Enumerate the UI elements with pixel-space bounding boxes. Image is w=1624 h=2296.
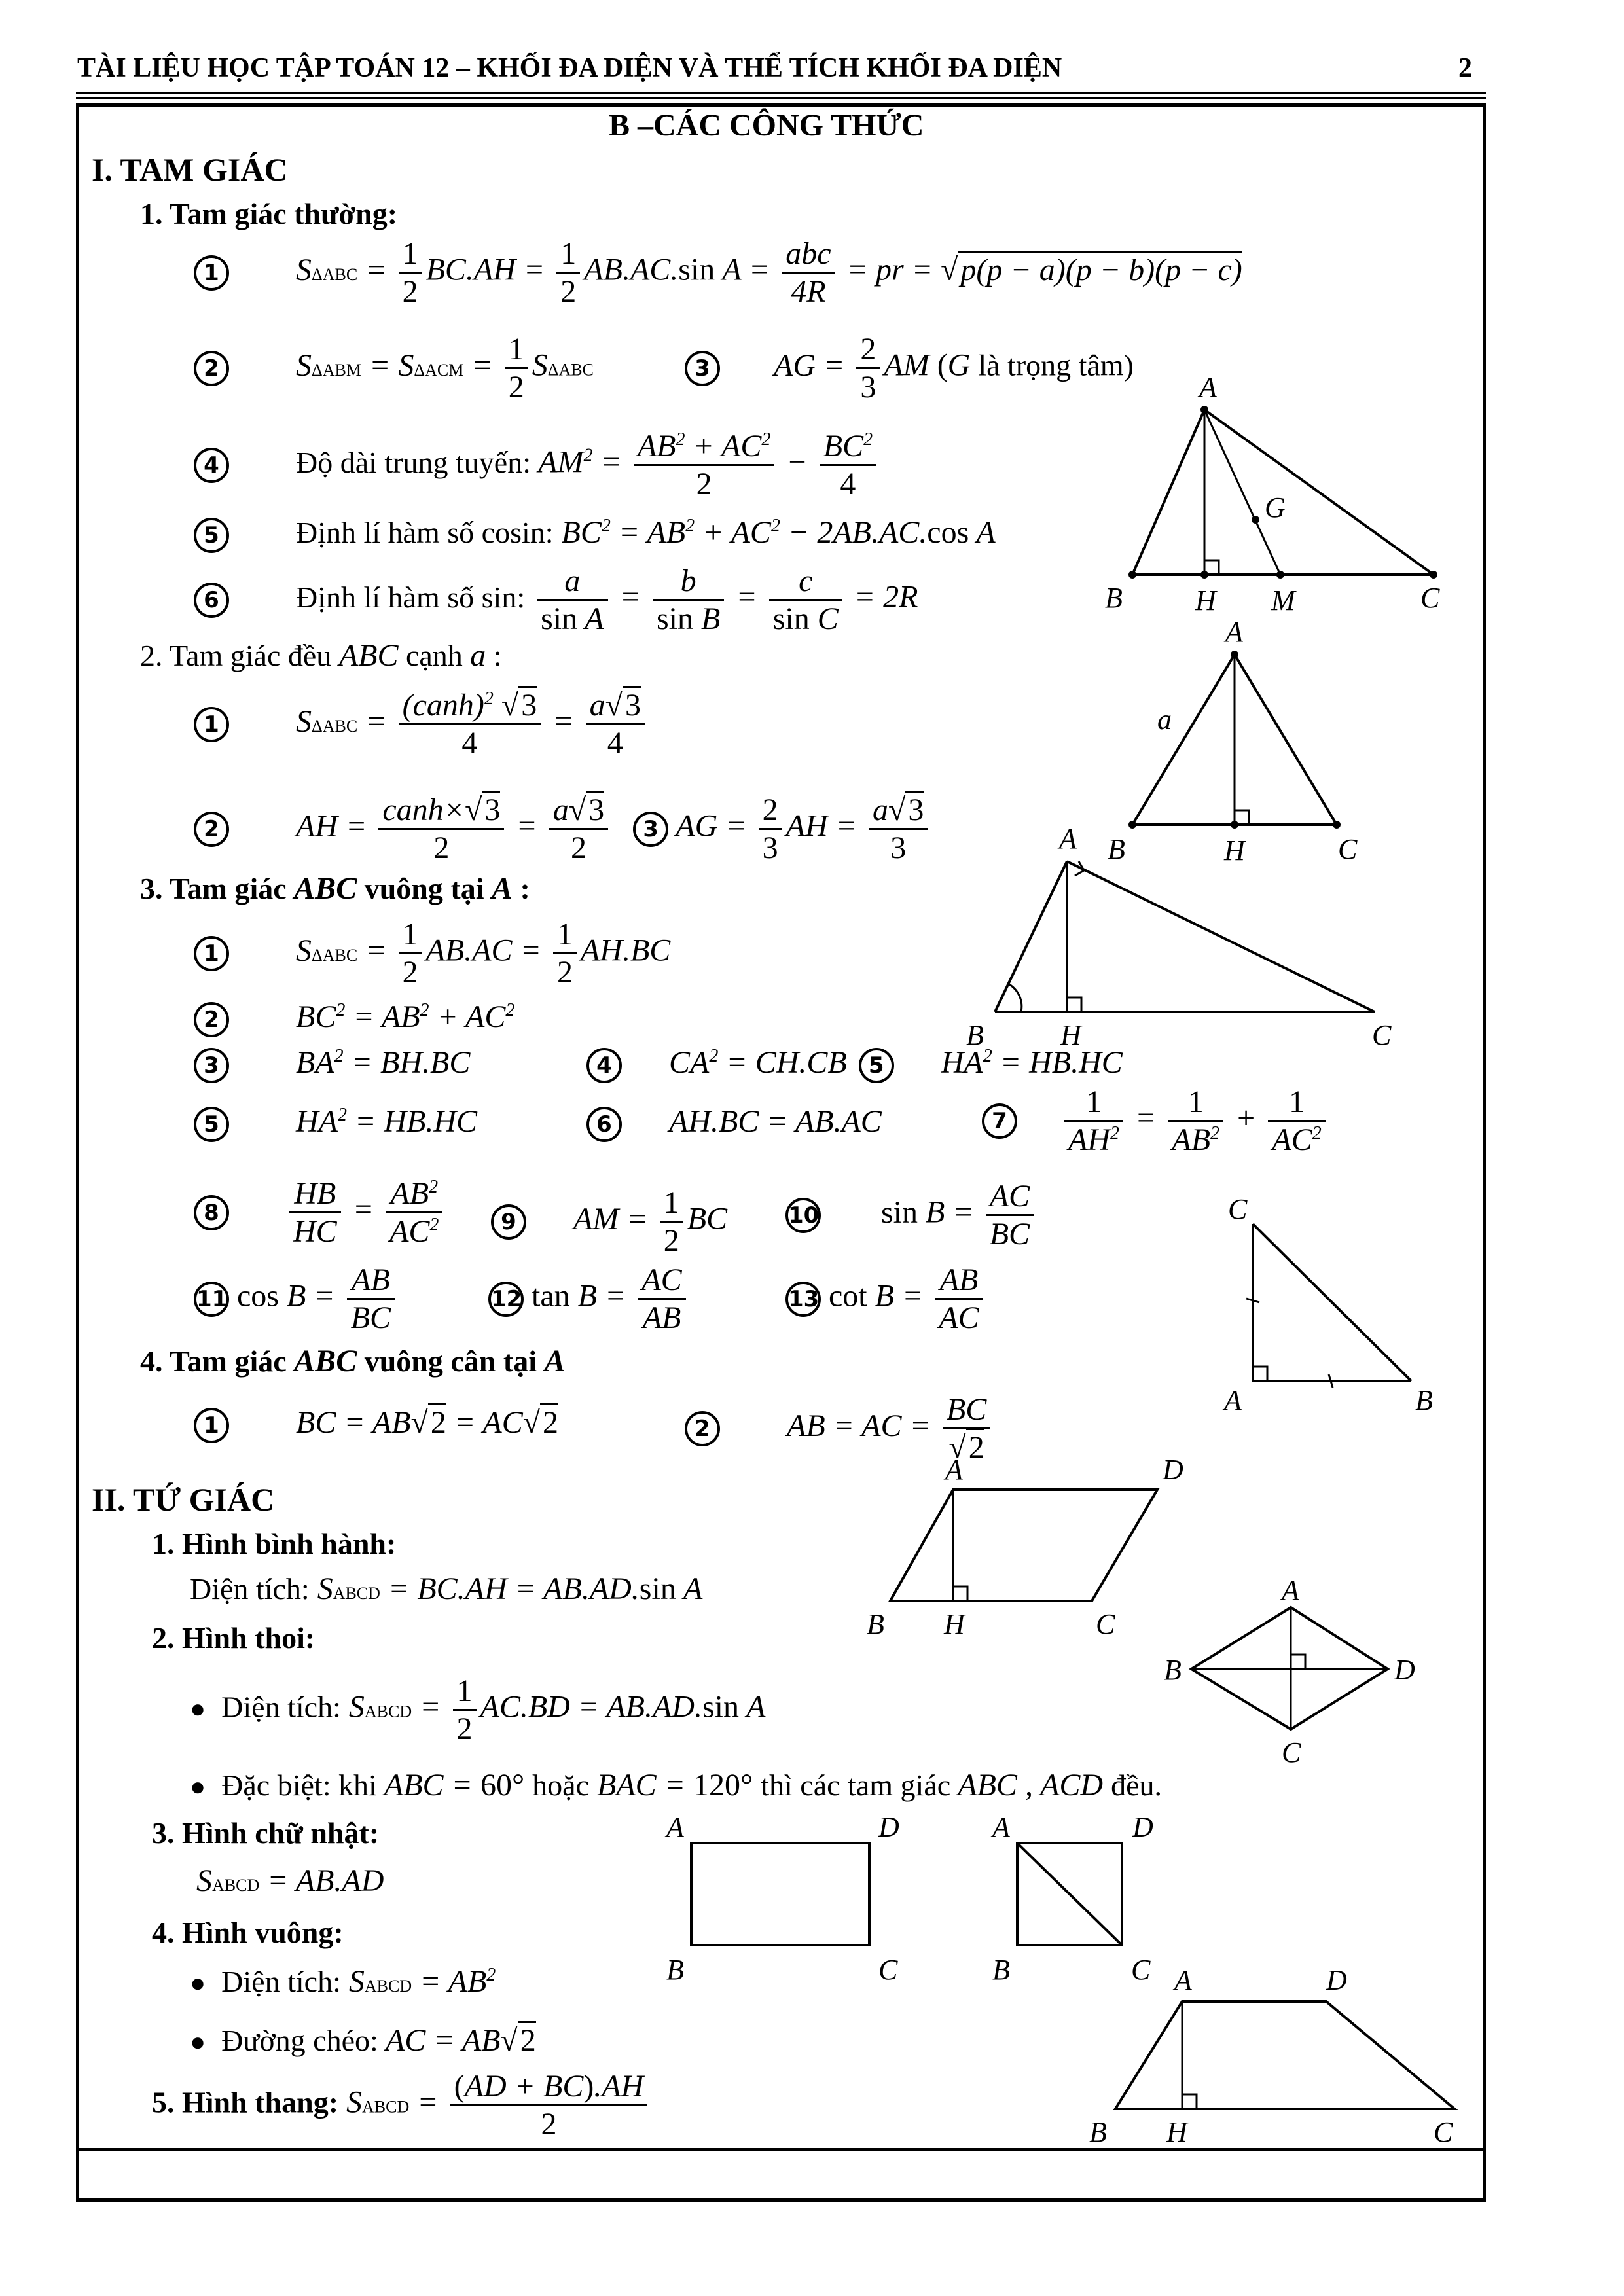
heading-quadrilateral: II. TỨ GIÁC: [92, 1481, 275, 1518]
formula-square-area: ● Diện tích: SABCD = $AB^2$: [190, 1964, 496, 1999]
formula-area-general: 1 SΔABC = $\frac{1}{2}$ BC.AH = $\frac{1}{2}$ AB.AC.sin A = abc 4R = pr = √p(p − a)(p − b)(p − c): [194, 236, 1242, 310]
formula-sine: 6 Định lí hàm số sin: $\frac{a}{\text{sin A}}$ = $\frac{b}{\text{sin B}}$ = $\frac{c}{\text{sin C}}$ = 2R: [194, 563, 918, 637]
label-A: A: [1199, 371, 1217, 403]
figure-rhombus: [1126, 1571, 1453, 1780]
marker-r-9: 9: [491, 1204, 526, 1240]
r-label-C: C: [1372, 1019, 1392, 1051]
eq-label-B: B: [1108, 833, 1125, 865]
r-label-B: B: [966, 1019, 984, 1051]
t-label-A: A: [1174, 1964, 1192, 1996]
formula-median-length: 4 Độ dài trung tuyến: $AM^2$ = $\frac{AB^2 + AC^2}{2}$ − $\frac{BC^2}{4}$: [194, 428, 880, 502]
marker-eq-3: 3: [633, 812, 668, 847]
formula-sin-b: 10 sin B = $\frac{AC}{BC}$: [785, 1178, 1038, 1252]
marker-4: 4: [194, 448, 229, 483]
header-rule: [76, 92, 1486, 94]
figure-rectangle: [648, 1806, 923, 2003]
rc-label-C: C: [878, 1954, 898, 1986]
formula-isosceles-hypotenuse: 1 BC = AB√2 = AC√2: [194, 1405, 558, 1443]
heading-square: 4. Hình vuông:: [152, 1916, 344, 1949]
figure-isosceles-right: [1204, 1185, 1453, 1420]
sq-label-B: B: [992, 1954, 1010, 1986]
marker-eq-1: 1: [194, 707, 229, 742]
formula-trapezoid-area: 5. Hình thang: SABCD = $\frac{(AD + BC).AH}{2}$: [152, 2068, 651, 2142]
p-label-H: H: [944, 1608, 965, 1640]
sq-label-D: D: [1132, 1811, 1153, 1843]
rh-label-B: B: [1164, 1654, 1182, 1686]
figure-trapezoid: [1074, 1961, 1479, 2147]
marker-r-7: 7: [982, 1103, 1017, 1139]
heading-rectangle: 3. Hình chữ nhật:: [152, 1816, 380, 1850]
heading-parallelogram: 1. Hình bình hành:: [152, 1527, 397, 1560]
marker-r-11: 11: [194, 1282, 229, 1317]
marker-6: 6: [194, 583, 229, 618]
formula-median-area: 2 SΔABM = SΔACM = $\frac{1}{2}$ SΔABC: [194, 331, 594, 405]
formula-rhombus-area: ● Diện tích: SABCD = $\frac{1}{2}$ AC.BD = AB.AD.sin A: [190, 1674, 766, 1746]
marker-r-5a: 5: [859, 1048, 894, 1083]
eq-label-H: H: [1224, 834, 1245, 867]
marker-5: 5: [194, 518, 229, 553]
formula-centroid: 3 AG = $\frac{2}{3}$ AM (G là trọng tâm): [685, 331, 1134, 405]
rh-label-D: D: [1394, 1654, 1415, 1686]
formula-rectangle-area: SABCD = AB.AD: [196, 1863, 384, 1898]
marker-r-1: 1: [194, 936, 229, 971]
marker-r-4: 4: [586, 1048, 622, 1083]
label-C: C: [1420, 582, 1440, 614]
marker-2: 2: [194, 351, 229, 386]
marker-r-3: 3: [194, 1048, 229, 1083]
sq-label-A: A: [992, 1811, 1010, 1843]
figure-general-triangle: [1087, 367, 1479, 628]
formula-right-row-6: 6 AH.BC = AB.AC: [586, 1103, 882, 1142]
label-G: G: [1265, 492, 1286, 524]
marker-r-13: 13: [785, 1282, 821, 1317]
formula-right-row-7: 7 $\frac{1}{AH^2}$ = $\frac{1}{AB^2}$ + $\frac{1}{AC^2}$: [982, 1084, 1329, 1158]
formula-right-row-5: 5 $HA^2 = HB.HC$: [194, 1103, 477, 1142]
rh-label-A: A: [1282, 1574, 1299, 1606]
heading-isosceles-right: 4. Tam giác ABC vuông cân tại A: [140, 1344, 566, 1378]
heading-general-triangle: 1. Tam giác thường:: [140, 197, 398, 230]
heading-right-triangle: 3. Tam giác ABC vuông tại A :: [140, 871, 530, 906]
formula-equilateral-area: 1 SΔABC = (canh)$^2$ √3 4 = $\frac{a√3}{4}$: [194, 687, 649, 761]
sq-label-C: C: [1131, 1954, 1151, 1986]
marker-ir-1: 1: [194, 1408, 229, 1443]
formula-rhombus-special: ● Đặc biệt: khi ABC = 60° hoặc BAC = 120° thì các tam giác ABC , ACD đều.: [190, 1768, 1162, 1803]
rc-label-A: A: [666, 1811, 684, 1843]
formula-tan-b: 12 tan B = $\frac{AC}{AB}$: [488, 1262, 690, 1336]
eq-label-a: a: [1157, 704, 1172, 736]
marker-r-8: 8: [194, 1195, 229, 1230]
formula-right-row-9: 9 AM = $\frac{1}{2}$ BC: [491, 1185, 727, 1259]
label-M: M: [1271, 584, 1295, 617]
t-label-D: D: [1326, 1964, 1347, 1996]
eq-label-A: A: [1225, 616, 1243, 648]
heading-rhombus: 2. Hình thoi:: [152, 1621, 316, 1655]
formula-cos-b: 11 cos B = $\frac{AB}{BC}$: [194, 1262, 399, 1336]
formula-parallelogram-area: Diện tích: SABCD = BC.AH = AB.AD.sin A: [190, 1571, 703, 1606]
heading-triangle: I. TAM GIÁC: [92, 151, 288, 188]
eq-label-C: C: [1338, 833, 1358, 865]
marker-3: 3: [685, 351, 720, 386]
figure-right-triangle: [956, 818, 1414, 1067]
marker-r-2: 2: [194, 1002, 229, 1037]
page-header-title: TÀI LIỆU HỌC TẬP TOÁN 12 – KHỐI ĐA DIỆN VÀ THỂ TÍCH KHỐI ĐA DIỆN: [77, 53, 1062, 83]
marker-eq-2: 2: [194, 812, 229, 847]
marker-r-6: 6: [586, 1107, 622, 1142]
p-label-D: D: [1163, 1454, 1183, 1486]
rc-label-B: B: [666, 1954, 684, 1986]
rh-label-C: C: [1282, 1736, 1301, 1768]
header-rule-2: [76, 97, 1486, 99]
formula-cot-b: 13 cot B = $\frac{AB}{AC}$: [785, 1262, 987, 1336]
heading-equilateral: 2. Tam giác đều ABC cạnh a :: [140, 638, 502, 673]
r-label-H: H: [1060, 1019, 1081, 1051]
rc-label-D: D: [878, 1811, 899, 1843]
label-H: H: [1195, 584, 1216, 617]
marker-r-12: 12: [488, 1282, 524, 1317]
marker-r-10: 10: [785, 1198, 821, 1233]
formula-equilateral-height: 2 AH = canh×√3 2 = $\frac{a√3}{2}$ 3 AG = $\frac{2}{3}$ AH = $\frac{a√3}{3}$: [194, 792, 931, 866]
ir-label-A: A: [1224, 1384, 1242, 1416]
formula-right-row-4: 4 $CA^2 = CH.CB$ 5 $HA^2 = HB.HC$: [586, 1045, 1123, 1083]
p-label-A: A: [945, 1454, 963, 1486]
formula-pythagoras: 2 $BC^2 = AB^2 + AC^2$: [194, 999, 514, 1037]
t-label-C: C: [1434, 2116, 1453, 2147]
t-label-H: H: [1166, 2116, 1187, 2147]
r-label-A: A: [1059, 823, 1077, 855]
label-B: B: [1105, 582, 1123, 614]
formula-square-diagonal: ● Đường chéo: AC = AB√2: [190, 2022, 536, 2058]
p-label-C: C: [1096, 1608, 1115, 1640]
marker-ir-2: 2: [685, 1411, 720, 1446]
marker-r-5: 5: [194, 1107, 229, 1142]
p-label-B: B: [867, 1608, 884, 1640]
formula-isosceles-legs: 2 AB = AC = $\frac{BC}{√2}$: [685, 1391, 994, 1465]
page-number: 2: [1458, 53, 1472, 83]
ir-label-C: C: [1228, 1193, 1248, 1225]
t-label-B: B: [1089, 2116, 1107, 2147]
section-title: B –CÁC CÔNG THỨC: [609, 108, 924, 143]
marker-1: 1: [194, 255, 229, 291]
formula-cosine: 5 Định lí hàm số cosin: $BC^2 = AB^2 + AC^2 - 2AB.AC.\cos$ A: [194, 514, 996, 553]
formula-right-row-3: 3 $BA^2 = BH.BC$: [194, 1045, 470, 1083]
ir-label-B: B: [1415, 1384, 1433, 1416]
footer-rule: [76, 2148, 1486, 2151]
formula-right-row-8: 8 $\frac{HB}{HC}$ = $\frac{AB^2}{AC^2}$: [194, 1175, 446, 1249]
formula-right-area: 1 SΔABC = $\frac{1}{2}$ AB.AC = $\frac{1}{2}$ AH.BC: [194, 916, 670, 990]
